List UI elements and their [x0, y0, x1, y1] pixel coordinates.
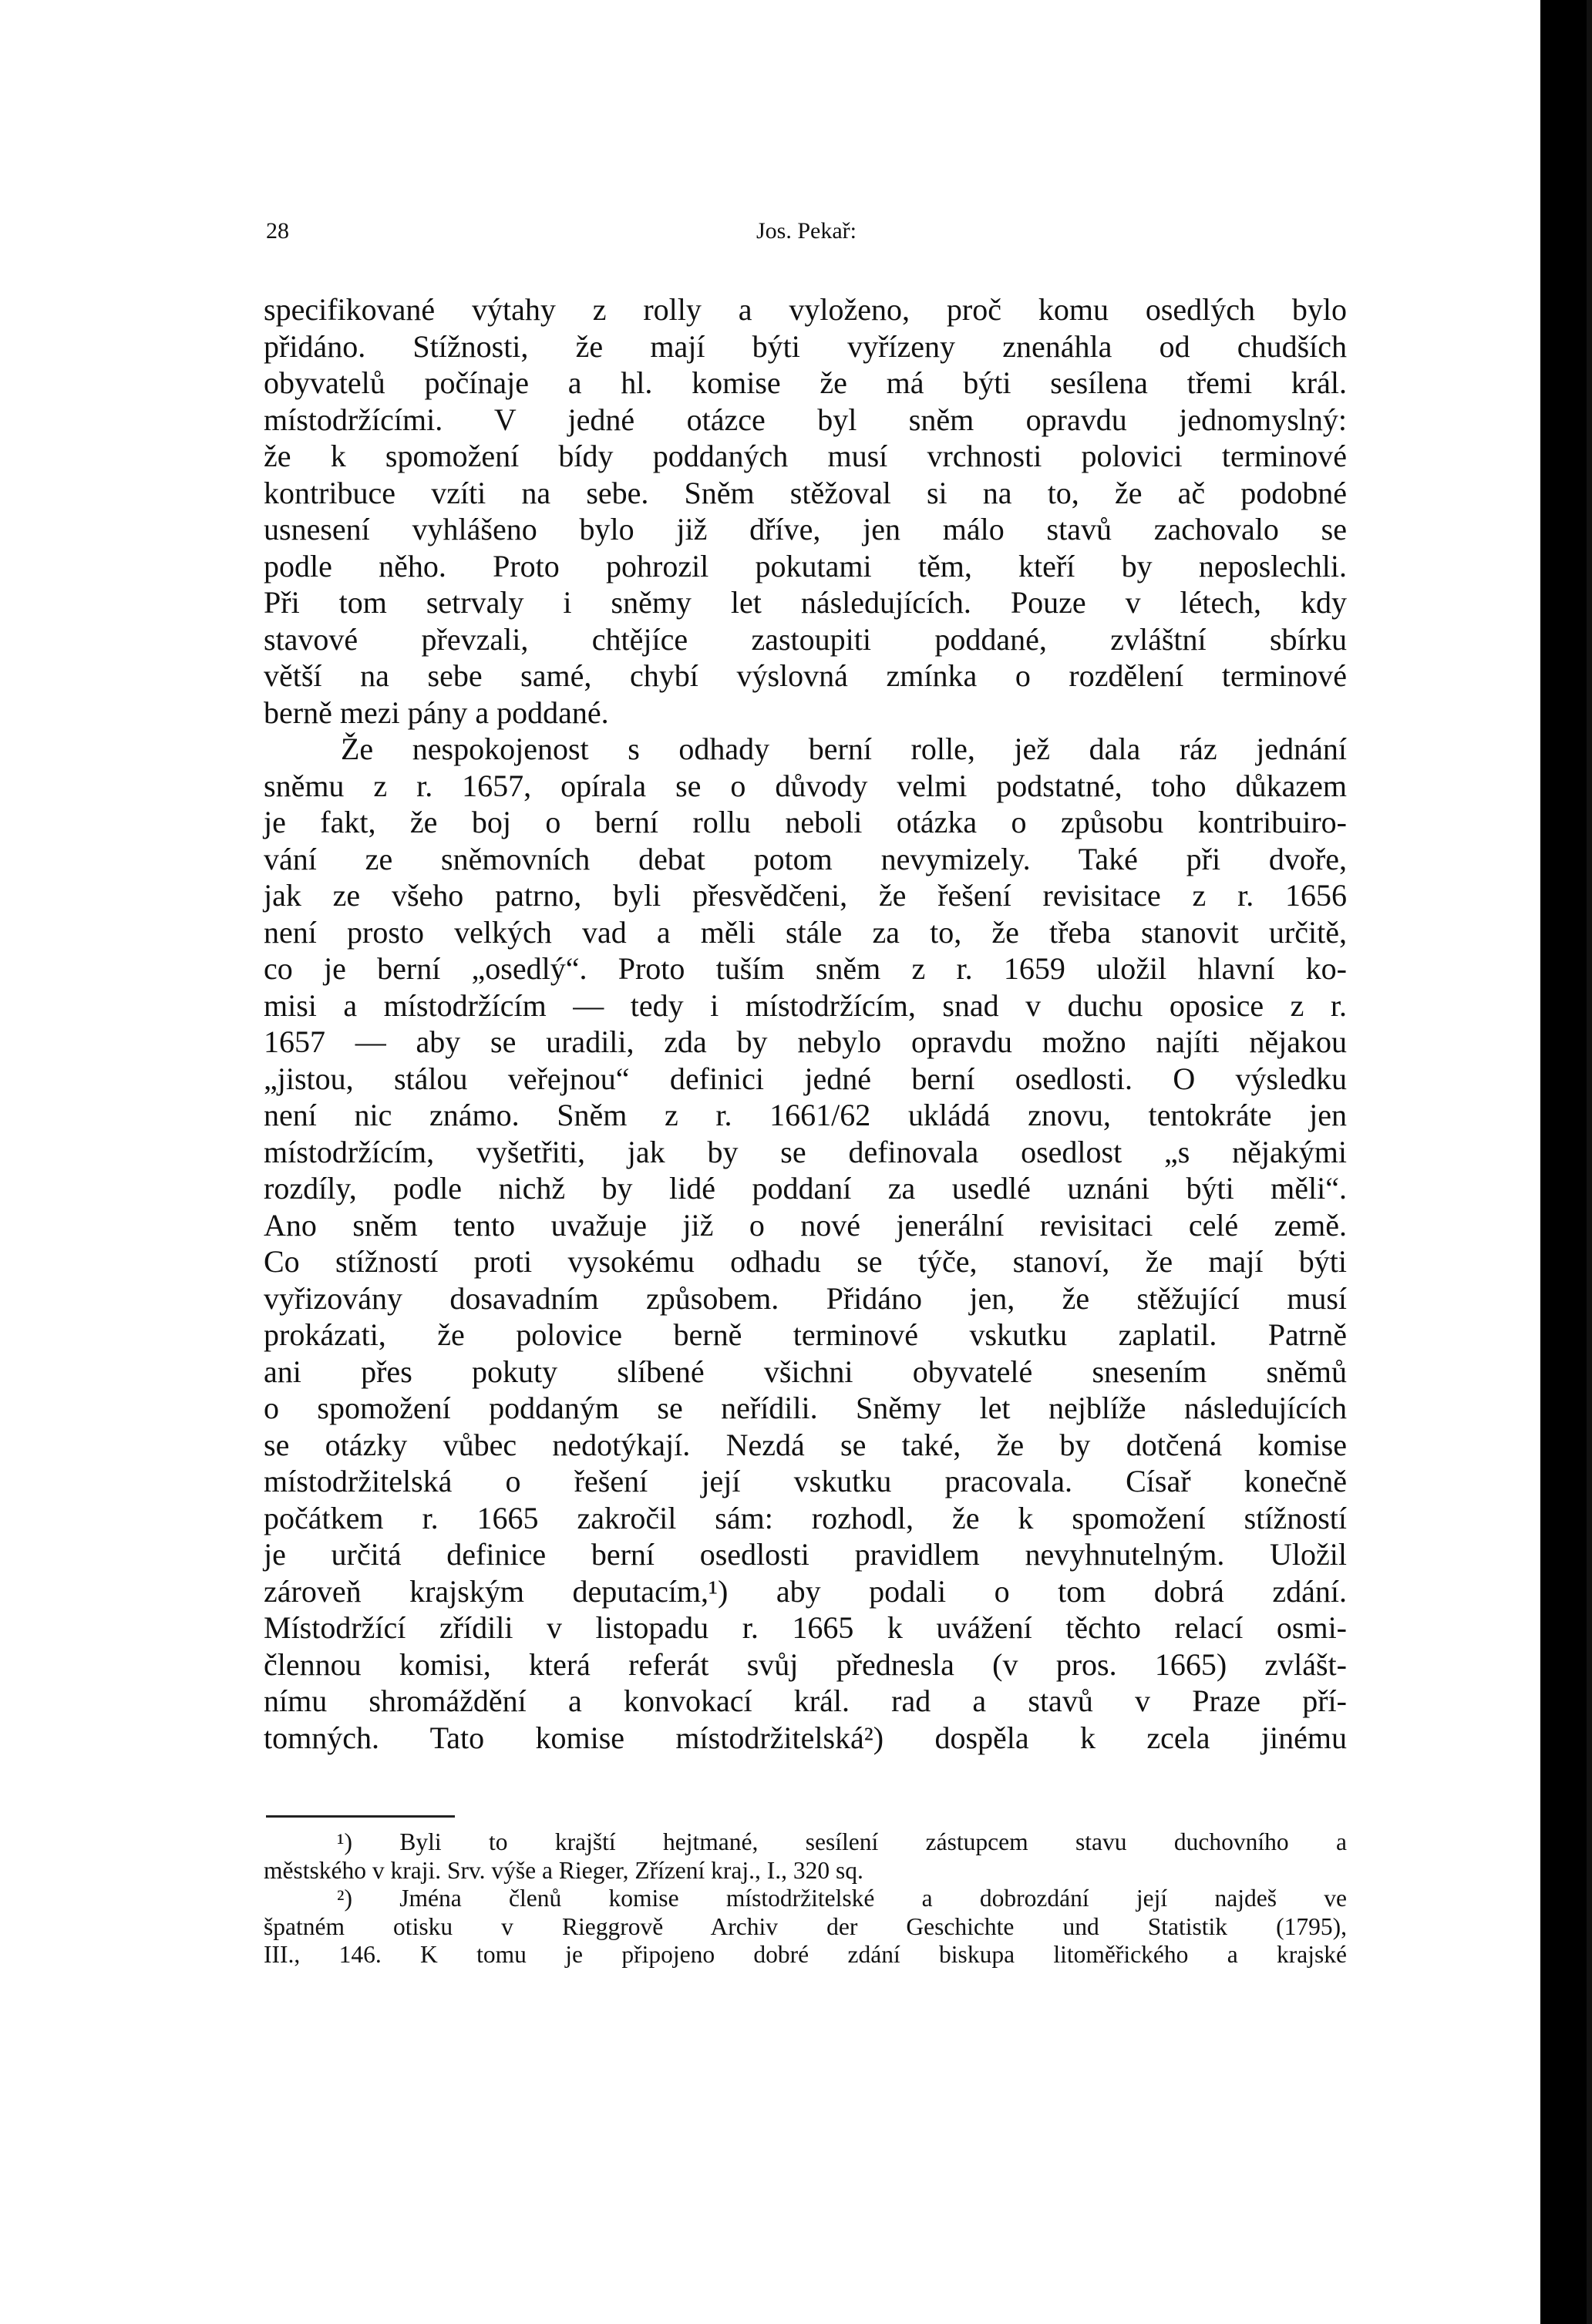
text-line: usnesení vyhlášeno bylo již dříve, jen málo stavů zachovalo se — [264, 512, 1347, 547]
text-line: není nic známo. Sněm z r. 1661/62 ukládá znovu, tentokráte jen — [264, 1098, 1347, 1132]
text-line: podle něho. Proto pohrozil pokutami těm, kteří by neposlechli. — [264, 548, 1347, 584]
text-line: počátkem r. 1665 zakročil sám: rozhodl, že k spomožení stížností — [264, 1500, 1347, 1535]
text-line: stavové převzali, chtějíce zastoupiti poddané, zvláštní sbírku — [264, 621, 1347, 657]
text-line: Co stížností proti vysokému odhadu se týče, stanoví, že mají býti — [264, 1244, 1347, 1279]
text-line: co je berní „osedlý“. Proto tuším sněm z r. 1659 uložil hlavní ko- — [264, 951, 1347, 986]
text-line: Ano sněm tento uvažuje již o nové jenerální revisitaci celé země. — [264, 1207, 1347, 1243]
text-line: Místodržící zřídili v listopadu r. 1665 k uvážení těchto relací osmi- — [264, 1610, 1347, 1645]
text-line: tomných. Tato komise místodržitelská²) dospěla k zcela jinému — [264, 1720, 1347, 1755]
footnotes — [264, 1828, 1347, 1969]
text-line: člennou komisi, která referát svůj přednesla (v pros. 1665) zvlášt- — [264, 1646, 1347, 1682]
footnote-line: špatném otisku v Rieggrově Archiv der Geschichte und Statistik (1795), — [264, 1912, 1347, 1940]
text-line: vyřizovány dosavadním způsobem. Přidáno jen, že stěžující musí — [264, 1280, 1347, 1316]
text-line: misi a místodržícím — tedy i místodržícím, snad v duchu oposice z r. — [264, 987, 1347, 1023]
text-line: přidáno. Stížnosti, že mají býti vyřízeny znenáhla od chudších — [264, 328, 1347, 364]
text-line: vání ze sněmovních debat potom nevymizely. Také při dvoře, — [264, 841, 1347, 876]
text-line: se otázky vůbec nedotýkají. Nezdá se také, že by dotčená komise — [264, 1427, 1347, 1462]
text-line: o spomožení poddaným se neřídili. Sněmy let nejblíže následujících — [264, 1391, 1347, 1425]
text-line: že k spomožení bídy poddaných musí vrchnosti polovici terminové — [264, 439, 1347, 473]
text-line: není prosto velkých vad a měli stále za to, že třeba stanovit určitě, — [264, 914, 1347, 950]
text-line: nímu shromáždění a konvokací král. rad a stavů v Praze pří- — [264, 1683, 1347, 1718]
text-line: Při tom setrvaly i sněmy let následujících. Pouze v létech, kdy — [264, 585, 1347, 620]
text-line: kontribuce vzíti na sebe. Sněm stěžoval si na to, že ač podobné — [264, 475, 1347, 510]
text-line: specifikované výtahy z rolly a vyloženo, proč komu osedlých bylo — [264, 292, 1347, 327]
text-line: berně mezi pány a poddané. — [264, 695, 609, 730]
page-edge — [1587, 0, 1592, 2324]
footnote-line: ¹) Byli to krajští hejtmané, sesílení zástupcem stavu duchovního a — [337, 1828, 1347, 1855]
footnote-line: III., 146. K tomu je připojeno dobré zdání biskupa litoměřického a krajské — [264, 1941, 1347, 1968]
text-line: místodržitelská o řešení její vskutku pracovala. Císař konečně — [264, 1464, 1347, 1498]
text-line: místodržícím, vyšetřiti, jak by se definovala osedlost „s nějakými — [264, 1134, 1347, 1169]
text-line: místodržícími. V jedné otázce byl sněm opravdu jednomyslný: — [264, 402, 1347, 437]
body-text — [264, 291, 1347, 1756]
text-line: „jistou, stálou veřejnou“ definici jedné berní osedlosti. O výsledku — [264, 1061, 1347, 1096]
footnote-line: ²) Jména členů komise místodržitelské a dobrozdání její najdeš ve — [337, 1885, 1347, 1912]
footnote-rule — [266, 1815, 455, 1818]
text-line: je určitá definice berní osedlosti pravidlem nevyhnutelným. Uložil — [264, 1537, 1347, 1572]
text-line: Že nespokojenost s odhady berní rolle, jež dala ráz jednání — [341, 732, 1347, 766]
text-line: 1657 — aby se uradili, zda by nebylo opravdu možno najíti nějakou — [264, 1024, 1347, 1059]
footnote-line: městského v kraji. Srv. výše a Rieger, Zřízení kraj., I., 320 sq. — [264, 1856, 863, 1884]
running-head: Jos. Pekař: — [756, 218, 857, 244]
page-header — [266, 218, 1347, 254]
text-line: prokázati, že polovice berně terminové vskutku zaplatil. Patrně — [264, 1317, 1347, 1352]
text-line: jak ze všeho patrno, byli přesvědčeni, že řešení revisitace z r. 1656 — [264, 878, 1347, 913]
text-line: rozdíly, podle nichž by lidé poddaní za usedlé uznáni býti měli“. — [264, 1171, 1347, 1206]
text-line: zároveň krajským deputacím,¹) aby podali o tom dobrá zdání. — [264, 1573, 1347, 1609]
text-line: je fakt, že boj o berní rollu neboli otázka o způsobu kontribuiro- — [264, 805, 1347, 839]
text-line: obyvatelů počínaje a hl. komise že má býti sesílena třemi král. — [264, 365, 1347, 400]
page-number: 28 — [266, 218, 289, 244]
text-line: sněmu z r. 1657, opírala se o důvody velmi podstatné, toho důkazem — [264, 768, 1347, 803]
text-line: větší na sebe samé, chybí výslovná zmínka o rozdělení terminové — [264, 658, 1347, 693]
text-line: ani přes pokuty slíbené všichni obyvatelé snesením sněmů — [264, 1354, 1347, 1389]
